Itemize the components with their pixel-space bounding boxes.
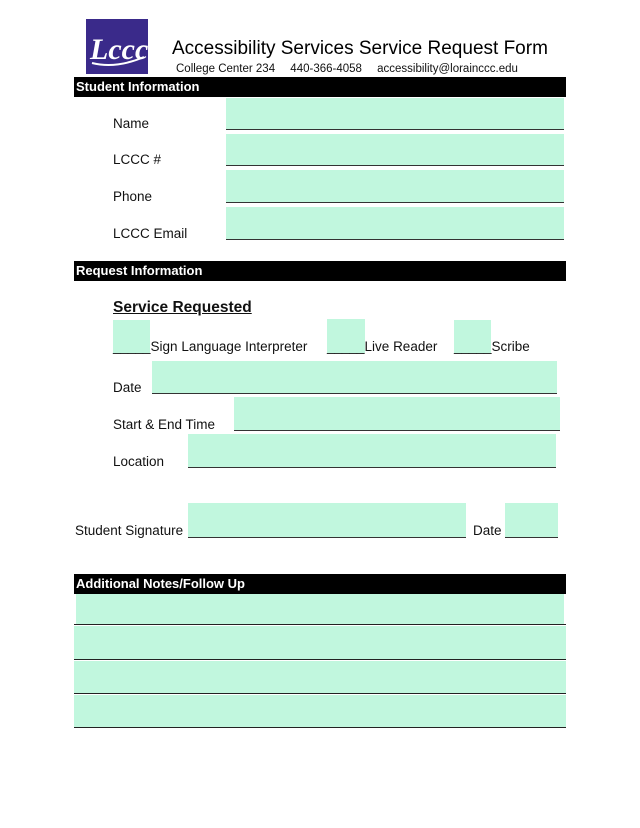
phone-label: Phone bbox=[113, 189, 153, 204]
notes-line-1 bbox=[74, 624, 566, 625]
notes-field-1[interactable] bbox=[76, 594, 564, 624]
live-reader-blank: _____ bbox=[327, 339, 365, 354]
name-input[interactable] bbox=[226, 98, 564, 130]
scribe-label: Scribe bbox=[491, 339, 530, 354]
signature-date-label: Date bbox=[473, 523, 502, 538]
time-input[interactable] bbox=[234, 397, 560, 431]
live-reader-label: Live Reader bbox=[364, 339, 438, 354]
location-label: Location bbox=[113, 454, 165, 469]
lccc-number-label: LCCC # bbox=[113, 152, 162, 167]
lccc-number-input[interactable] bbox=[226, 134, 564, 166]
office-location: College Center 234 bbox=[176, 63, 276, 75]
sign-language-option bbox=[113, 339, 307, 354]
location-input[interactable] bbox=[188, 434, 556, 468]
office-phone: 440-366-4058 bbox=[290, 63, 362, 75]
contact-line bbox=[176, 63, 530, 75]
student-signature-label: Student Signature bbox=[75, 523, 184, 538]
sign-language-blank: _____ bbox=[113, 339, 151, 354]
page-title: Accessibility Services Service Request Form bbox=[172, 38, 548, 59]
section-additional-notes: Additional Notes/Follow Up bbox=[74, 574, 566, 594]
phone-input[interactable] bbox=[226, 170, 564, 203]
scribe-option bbox=[454, 339, 530, 354]
live-reader-option bbox=[327, 339, 437, 354]
notes-line-3 bbox=[74, 693, 566, 694]
sign-language-label: Sign Language Interpreter bbox=[150, 339, 308, 354]
scribe-blank: _____ bbox=[454, 339, 492, 354]
service-requested-heading: Service Requested bbox=[113, 299, 252, 316]
notes-field-3[interactable] bbox=[74, 661, 566, 693]
section-student-information: Student Information bbox=[74, 77, 566, 97]
notes-field-4[interactable] bbox=[74, 695, 566, 727]
lccc-email-label: LCCC Email bbox=[113, 226, 188, 241]
name-label: Name bbox=[113, 116, 150, 131]
time-label: Start & End Time bbox=[113, 417, 216, 432]
section-request-information: Request Information bbox=[74, 261, 566, 281]
student-signature-input[interactable] bbox=[188, 503, 466, 538]
notes-line-2 bbox=[74, 659, 566, 660]
office-email: accessibility@lorainccc.edu bbox=[377, 63, 518, 75]
lccc-email-input[interactable] bbox=[226, 207, 564, 240]
notes-field-2[interactable] bbox=[74, 626, 566, 659]
date-label: Date bbox=[113, 380, 142, 395]
notes-line-4 bbox=[74, 727, 566, 728]
logo-text: Lccc bbox=[90, 33, 148, 66]
signature-date-input[interactable] bbox=[505, 503, 558, 538]
lccc-logo bbox=[86, 19, 148, 74]
date-input[interactable] bbox=[152, 361, 557, 394]
